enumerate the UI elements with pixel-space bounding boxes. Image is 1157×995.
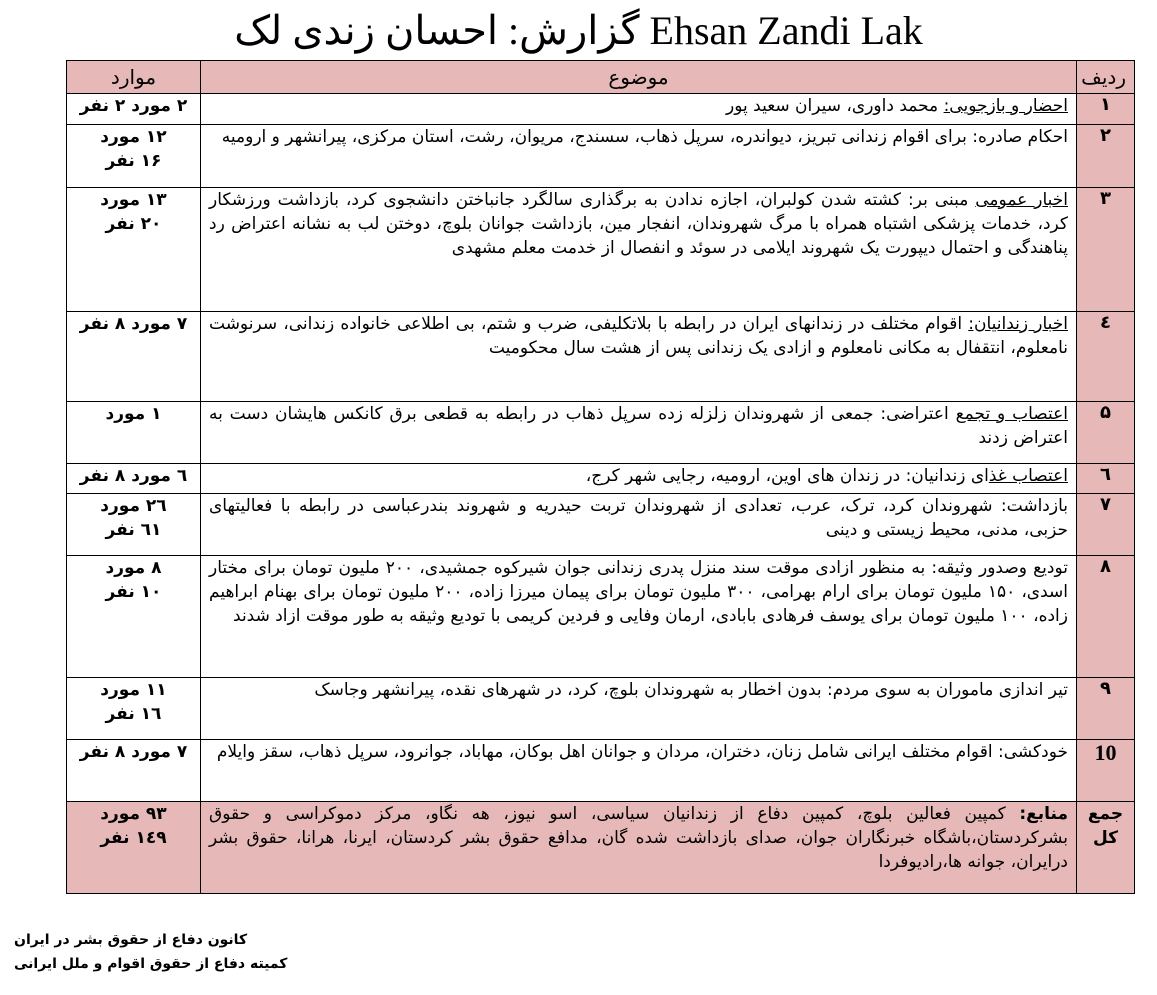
row-count: ۱۱ مورد ۱٦ نفر	[67, 678, 201, 740]
row-number: ۲	[1077, 125, 1135, 188]
row-number: ۹	[1077, 678, 1135, 740]
table-row	[67, 402, 1135, 464]
table-row	[67, 740, 1135, 802]
row-subject-label: بازداشت:	[1000, 496, 1068, 516]
row-subject-label: تیر اندازی ماموران به سوی مردم:	[827, 680, 1068, 700]
header-subject: موضوع	[201, 61, 1077, 94]
table-header-row	[67, 61, 1135, 94]
sources-label: منابع:	[1019, 804, 1068, 824]
row-count: ۲٦ مورد ٦۱ نفر	[67, 494, 201, 556]
row-subject-label: اعتصاب غذ	[988, 466, 1068, 486]
row-subject	[201, 402, 1077, 464]
total-label: جمع کل	[1077, 802, 1135, 894]
row-subject	[201, 94, 1077, 125]
row-subject	[201, 188, 1077, 312]
row-number: ۷	[1077, 494, 1135, 556]
report-title: گزارش: احسان زندی لک Ehsan Zandi Lak	[234, 8, 923, 53]
row-subject-label: تودیع وصدور وثیقه:	[931, 558, 1068, 578]
row-count: ۱۳ مورد ۲۰ نفر	[67, 188, 201, 312]
row-subject-text: اعتراضی: جمعی از شهروندان زلزله زده سرپل ذهاب در رابطه به قطعی برق کانکس هایشان دست به اعتراض زدند	[209, 404, 1068, 449]
sources-text: کمپین فعالین بلوچ، کمپین دفاع از زندانیان سیاسی، اسو نیوز، هه نگاو، مرکز دموکراسی و حقوق بشرکردستان،باشگاه خبرنگاران جوان، صدای بازداشت شده گان، مدافع حقوق بشر کردستان، ایرنا، هرانا، حقوق بشر درایران، جوانه ها،رادیوفردا	[209, 804, 1068, 873]
row-count: ۱۲ مورد ۱۶ نفر	[67, 125, 201, 188]
row-count: ۷ مورد ۸ نفر	[67, 740, 201, 802]
row-subject-text: اقوام مختلف ایرانی شامل زنان، دختران، مردان و جوانان اهل بوکان، مهاباد، جوانرود، سرپل ذهاب، سقز وایلام	[216, 742, 998, 762]
total-row	[67, 802, 1135, 894]
table-row	[67, 188, 1135, 312]
row-subject-text: محمد داوری، سیران سعید پور	[726, 96, 944, 116]
table-row	[67, 556, 1135, 678]
row-number: 10	[1077, 740, 1135, 802]
table-row	[67, 464, 1135, 494]
row-subject-text: ای زندانیان: در زندان های اوین، ارومیه، رجایی شهر کرج،	[585, 466, 989, 486]
row-subject	[201, 494, 1077, 556]
table-row	[67, 94, 1135, 125]
table-row	[67, 678, 1135, 740]
row-number: ۸	[1077, 556, 1135, 678]
row-subject-label: خودکشی:	[997, 742, 1068, 762]
row-subject	[201, 125, 1077, 188]
row-subject	[201, 678, 1077, 740]
row-subject	[201, 464, 1077, 494]
row-subject-text: شهروندان کرد، ترک، عرب، تعدادی از شهروندان تربت حیدریه و شهروند بندرعباسی در رابطه با فعالیتهای حزبی، مدنی، محیط زیستی و دینی	[209, 496, 1068, 541]
row-number: ٤	[1077, 312, 1135, 402]
header-row-number: ردیف	[1077, 61, 1135, 94]
row-subject	[201, 556, 1077, 678]
header-cases: موارد	[67, 61, 201, 94]
row-subject-label: اخبار عمومی	[975, 190, 1068, 210]
row-count: ۷ مورد ۸ نفر	[67, 312, 201, 402]
footer-line-1: کانون دفاع از حقوق بشر در ایران	[14, 932, 248, 948]
table-row	[67, 494, 1135, 556]
row-number: ۳	[1077, 188, 1135, 312]
row-subject-label: احکام صادره:	[972, 127, 1068, 147]
footer-line-2: کمیته دفاع از حقوق اقوام و ملل ایرانی	[14, 956, 288, 972]
row-subject-text: اقوام مختلف در زندانهای ایران در رابطه با بلاتکلیفی، ضرب و شتم، بی اطلاعی خانواده زندانی، سرنوشت نامعلوم، انتقفال به مکانی نامعلوم و ازادی یک زندانی پس از هشت سال محکومیت	[209, 314, 1068, 359]
row-subject-text: بدون اخطار به شهروندان بلوچ، کرد، در شهرهای نقده، پیرانشهر وجاسک	[314, 680, 828, 700]
table-row	[67, 125, 1135, 188]
row-subject-label: اعتصاب و تجمع	[955, 404, 1068, 424]
row-subject-label: احضار و بازجویی:	[943, 96, 1068, 116]
row-count: ۲ مورد ۲ نفر	[67, 94, 201, 125]
total-count: ۹۳ مورد ۱٤۹ نفر	[67, 802, 201, 894]
row-number: ٦	[1077, 464, 1135, 494]
row-subject-text: برای اقوام زندانی تبریز، دیواندره، سرپل ذهاب، سسندج، مریوان، رشت، استان مرکزی، پیرانشهر و ارومیه	[221, 127, 973, 147]
row-subject-text: مبنی بر: کشته شدن کولبران، اجازه ندادن به برگذاری سالگرد جانباختن دانشجوی کرد، بازداشت ورزشکار کرد، خدمات پزشکی اشتباه همراه با مرگ شهروندان، انفجار مین، بازداشت جوانان بلوچ، دوختن لب به نشانه اعتراض رد پناهندگی و احتمال دیپورت یک شهروند ایلامی در سوئد و انفصال از خدمت معلم مشهدی	[209, 190, 1068, 259]
row-count: ٦ مورد ۸ نفر	[67, 464, 201, 494]
row-subject-text: به منظور ازادی موقت سند منزل پدری زندانی جوان شیرکوه جمشیدی، ۲۰۰ ملیون تومان برای مختار اسدی، ۱۵۰ ملیون تومان برای ارام بهرامی، ۳۰۰ ملیون تومان برای پیمان میرزا زاده، ۲۰۰ ملیون تومان برای بهنام ابراهیم زاده، ۱۰۰ ملیون تومان برای یوسف فرهادی بابادی، ارمان وفایی و فردین کریمی با تودیع وثیقه به طور موقت ازاد شدند	[209, 558, 1068, 627]
sources-cell	[201, 802, 1077, 894]
report-table	[66, 60, 1135, 894]
row-count: ۱ مورد	[67, 402, 201, 464]
row-subject	[201, 312, 1077, 402]
row-number: ۵	[1077, 402, 1135, 464]
row-subject-label: اخبار زندانیان:	[968, 314, 1068, 334]
row-count: ۸ مورد ۱۰ نفر	[67, 556, 201, 678]
row-number: ۱	[1077, 94, 1135, 125]
table-row	[67, 312, 1135, 402]
row-subject	[201, 740, 1077, 802]
